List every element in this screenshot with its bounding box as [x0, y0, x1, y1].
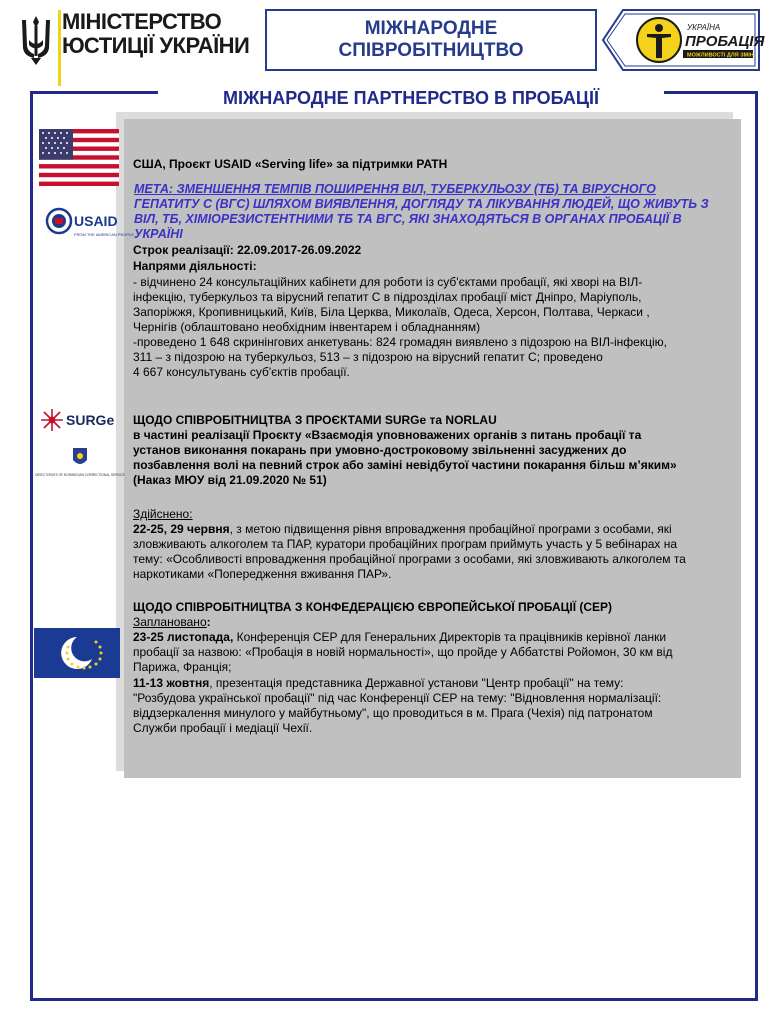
council-of-europe-logo [34, 628, 120, 678]
planned-label: Заплановано: [133, 615, 211, 629]
body-line: 311 – з підозрою на туберкульоз, 513 – з підозрою на вірусний гепатит С; проведено [133, 350, 603, 364]
ministry-name [62, 10, 249, 58]
usaid-logo [46, 205, 134, 241]
section-title-line1: МІЖНАРОДНЕ [364, 18, 498, 39]
item2-date: 11-13 жовтня [133, 676, 210, 690]
item1-line: Парижа, Франція; [133, 660, 232, 674]
probation-logo-line2: ПРОБАЦІЯ [685, 33, 765, 50]
heading-line: в частині реалізації Проєкту «Взаємодія уповноважених органів з питань пробації та [133, 428, 642, 442]
directorate-correctional-service-logo [35, 446, 125, 486]
usaid-directions-label: Напрями діяльності: [133, 259, 257, 273]
done-label: Здійснено: [133, 507, 193, 521]
surge-done-text [133, 522, 733, 582]
heading-line: установ виконання покарань при умовно-достроковому звільненні засуджених до [133, 443, 627, 457]
probation-ukraine-logo [601, 8, 765, 72]
body-line: інфекцію, туберкульоз та вірусний гепатит С в підрозділах пробації міст Дніпро, Маріуполь, [133, 290, 642, 304]
body-line: 4 667 консультувань суб'єктів пробації. [133, 365, 350, 379]
usaid-project-term: Строк реалізації: 22.09.2017-26.09.2022 [133, 243, 362, 257]
cep-section-heading: ЩОДО СПІВРОБІТНИЦТВА З КОНФЕДЕРАЦІЄЮ ЄВРОПЕЙСЬКОЇ ПРОБАЦІЇ (CEP) [133, 600, 613, 614]
surge-logo [40, 407, 120, 433]
page-title: МІЖНАРОДНЕ ПАРТНЕРСТВО В ПРОБАЦІЇ [222, 88, 600, 108]
body-line: - відчинено 24 консультаційних кабінети для роботи із суб'єктами пробації, які хворі на ВІЛ- [133, 275, 643, 289]
probation-logo-line3: МОЖЛИВОСТІ ДЛЯ ЗМІН [687, 52, 754, 59]
item2-line: "Розбудова української пробації" під час Конференції CEP на тему: "Відновлення нормалізації: [133, 691, 662, 705]
header-accent-bar [58, 10, 61, 86]
done-text-line: зловживають алкоголем та ПАР, куратори пробаційних програм приймуть участь у 5 вебінарах на [133, 537, 678, 551]
heading-line: (Наказ МЮУ від 21.09.2020 № 51) [133, 473, 327, 487]
usaid-project-heading: США, Проєкт USAID «Serving life» за підтримки PATH [133, 157, 448, 171]
cep-item-2 [133, 676, 733, 736]
ministry-name-line2: ЮСТИЦІЇ УКРАЇНИ [62, 33, 250, 58]
done-text-first: , з метою підвищення рівня впровадження пробаційної програми з особами, які [229, 522, 672, 536]
item2-first: , презентація представника Державної установи "Центр пробації" на тему: [209, 676, 624, 690]
usaid-project-goal [134, 182, 734, 242]
ukraine-trident-icon [18, 14, 54, 66]
item2-line: віддзеркалення минулого у майбутньому", що проводиться в м. Прага (Чехія) під патронатом [133, 706, 653, 720]
heading-line: позбавлення волі на певний строк або заміні невідбутої частини покарання більш м’яким» [133, 458, 677, 472]
body-line: Чернігів (облаштовано необхідним інвентарем і обладнанням) [133, 320, 481, 334]
usaid-logo-text: USAID [74, 213, 118, 229]
body-line: -проведено 1 648 скринінгових анкетувань: 824 громадян виявлено з підозрою на ВІЛ-інфекцію, [133, 335, 667, 349]
done-date: 22-25, 29 червня [133, 522, 230, 536]
surge-logo-text: SURGe [66, 412, 115, 428]
ministry-name-line1: МІНІСТЕРСТВО [62, 9, 222, 34]
done-text-line: тему: «Особливості впровадження пробаційної програми з особами, які зловживають алкоголем та [133, 552, 686, 566]
item1-line: пробації за назвою: «Пробація в новій нормальності», що пройде у Аббатстві Ройомон, 30 км від [133, 645, 673, 659]
goal-line: УКРАЇНІ [134, 227, 183, 241]
probation-logo-line1: УКРАЇНА [687, 23, 721, 32]
usaid-project-body [133, 275, 733, 380]
section-title-line2: СПІВРОБІТНИЦТВО [338, 40, 524, 61]
goal-line: ВІЛ, ТБ, ХІМІОРЕЗИСТЕНТНИМИ ТБ ТА ВГС, ЯКІ ЗНАХОДЯТЬСЯ В ОРГАНАХ ПРОБАЦІЇ В [134, 212, 682, 226]
heading-line: ЩОДО СПІВРОБІТНИЦТВА З ПРОЄКТАМИ SURGe та NORLAU [133, 413, 497, 427]
cep-item-1 [133, 630, 733, 675]
item2-line: Служби пробації і медіації Чехії. [133, 721, 313, 735]
item1-first: Конференція CEP для Генеральних Директорів та працівників керівної ланки [233, 630, 667, 644]
goal-line: МЕТА: ЗМЕНШЕННЯ ТЕМПІВ ПОШИРЕННЯ ВІЛ, ТУБЕРКУЛЬОЗУ (ТБ) ТА ВІРУСНОГО [134, 182, 656, 196]
us-flag-icon [39, 129, 119, 186]
goal-line: ГЕПАТИТУ С (ВГС) ШЛЯХОМ ВИЯВЛЕННЯ, ДОГЛЯДУ ТА ЛІКУВАННЯ ЛЮДЕЙ, ЩО ЖИВУТЬ З [134, 197, 709, 211]
body-line: Запоріжжя, Кропивницький, Київ, Біла Церква, Миколаїв, Одеса, Херсон, Полтава, Черкаси , [133, 305, 650, 319]
item1-date: 23-25 листопада, [133, 630, 234, 644]
directorate-logo-text: DIRECTORATE OF NORWEGIAN CORRECTIONAL SERVICE [35, 473, 125, 477]
done-text-line: наркотиками «Попередження вживання ПАР». [133, 567, 392, 581]
usaid-logo-tagline: FROM THE AMERICAN PEOPLE [74, 232, 134, 237]
surge-section-heading [133, 413, 733, 488]
section-title-box [265, 9, 597, 71]
